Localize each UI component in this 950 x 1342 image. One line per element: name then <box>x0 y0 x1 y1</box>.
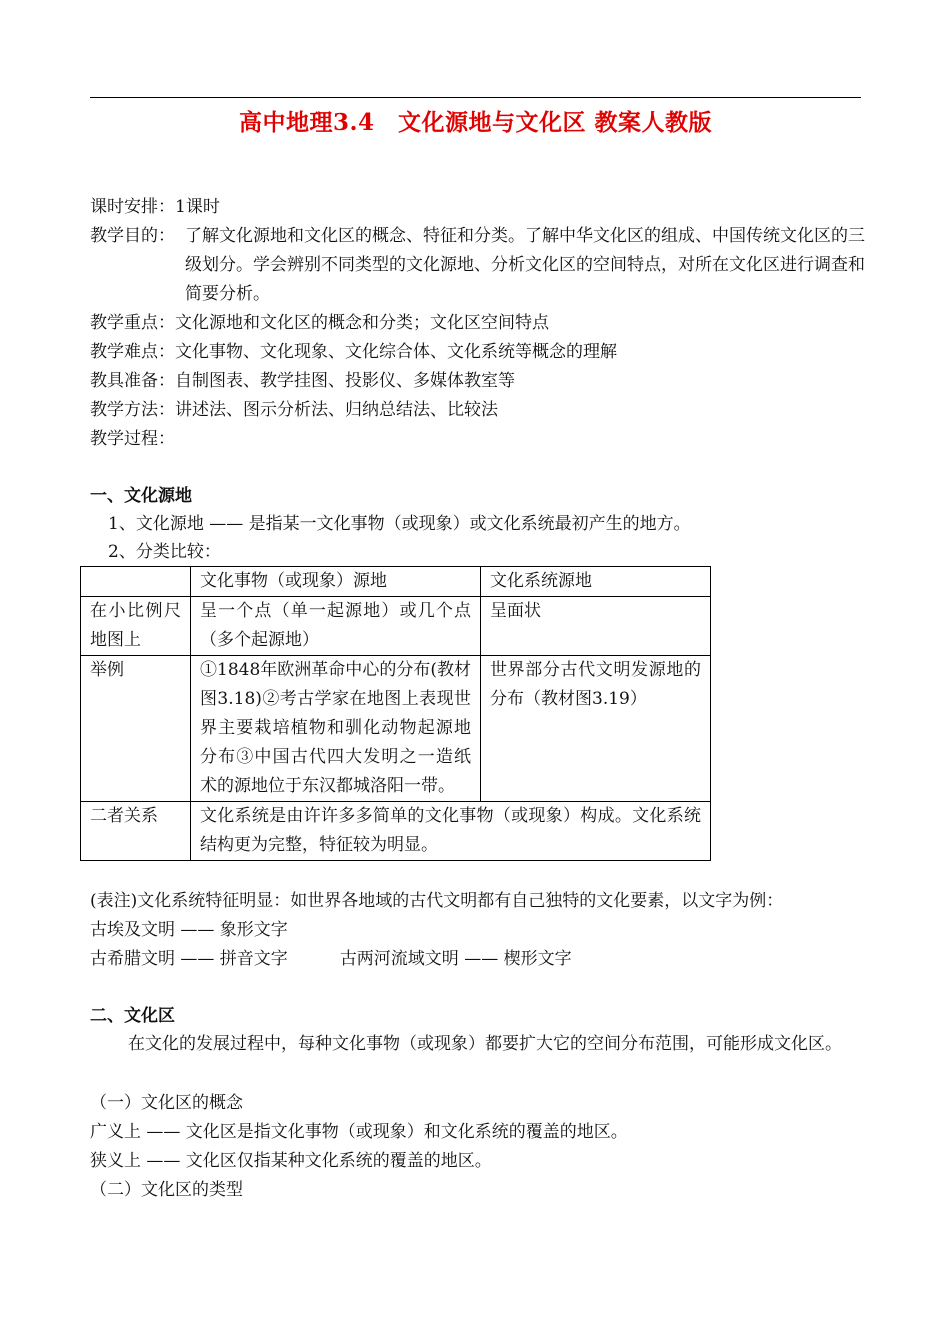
section1-item2: 2、分类比较： <box>108 542 221 562</box>
table-col-header: 文化事物（或现象）源地 <box>191 567 481 597</box>
section2-narrow: 狭义上 —— 文化区仅指某种文化系统的覆盖的地区。 <box>90 1151 492 1171</box>
meta-focus: 教学重点：文化源地和文化区的概念和分类；文化区空间特点 <box>90 313 549 333</box>
table-cell: 文化系统是由许许多多简单的文化事物（或现象）构成。文化系统结构更为完整，特征较为明显。 <box>191 802 711 861</box>
goal-label: 教学目的： <box>90 226 175 246</box>
page-title: 高中地理3.4 文化源地与文化区 教案人教版 <box>238 109 713 136</box>
section2-heading: 二、文化区 <box>90 1006 175 1026</box>
hours-value: 1课时 <box>175 197 220 217</box>
section1-heading: 一、文化源地 <box>90 486 192 506</box>
header-rule <box>90 97 861 98</box>
table-cell: 呈一个点（单一起源地）或几个点（多个起源地） <box>191 597 481 656</box>
note-line-1: (表注)文化系统特征明显：如世界各地域的古代文明都有自己独特的文化要素，以文字为例： <box>90 891 784 911</box>
note-line-3 <box>90 945 572 974</box>
note-greek: 古希腊文明 —— 拼音文字 <box>90 949 288 969</box>
table-cell: 呈面状 <box>481 597 711 656</box>
table-cell: 世界部分古代文明发源地的分布（教材图3.19） <box>481 656 711 802</box>
section2-intro: 在文化的发展过程中，每种文化事物（或现象）都要扩大它的空间分布范围，可能形成文化区。 <box>128 1034 842 1054</box>
meta-methods: 教学方法：讲述法、图示分析法、归纳总结法、比较法 <box>90 400 498 420</box>
note-mesopotamia: 古两河流域文明 —— 楔形文字 <box>339 949 572 969</box>
meta-hours <box>90 193 220 222</box>
meta-tools: 教具准备：自制图表、教学挂图、投影仪、多媒体教室等 <box>90 371 515 391</box>
table-row-label: 举例 <box>81 656 191 802</box>
meta-goal <box>90 222 865 309</box>
table-row-label: 在小比例尺地图上 <box>81 597 191 656</box>
section1-item1: 1、文化源地 —— 是指某一文化事物（或现象）或文化系统最初产生的地方。 <box>108 514 691 534</box>
table-row-label: 二者关系 <box>81 802 191 861</box>
hours-label: 课时安排： <box>90 197 175 217</box>
section2-sub1: （一）文化区的概念 <box>90 1093 243 1113</box>
goal-text: 了解文化源地和文化区的概念、特征和分类。了解中华文化区的组成、中国传统文化区的三级划分。学会辨别不同类型的文化源地、分析文化区的空间特点，对所在文化区进行调查和简要分析。 <box>185 226 865 304</box>
table-corner-cell <box>81 567 191 597</box>
comparison-table <box>80 566 711 861</box>
table-row <box>81 656 711 802</box>
meta-difficulty: 教学难点：文化事物、文化现象、文化综合体、文化系统等概念的理解 <box>90 342 617 362</box>
table-header-row <box>81 567 711 597</box>
section2-broad: 广义上 —— 文化区是指文化事物（或现象）和文化系统的覆盖的地区。 <box>90 1122 628 1142</box>
table-cell: ①1848年欧洲革命中心的分布(教材图3.18)②考古学家在地图上表现世界主要栽培植物和驯化动物起源地分布③中国古代四大发明之一造纸术的源地位于东汉都城洛阳一带。 <box>191 656 481 802</box>
note-line-2: 古埃及文明 —— 象形文字 <box>90 920 288 940</box>
table-row <box>81 802 711 861</box>
section2-sub2: （二）文化区的类型 <box>90 1180 243 1200</box>
meta-process: 教学过程： <box>90 429 175 449</box>
table-col-header: 文化系统源地 <box>481 567 711 597</box>
table-row <box>81 597 711 656</box>
